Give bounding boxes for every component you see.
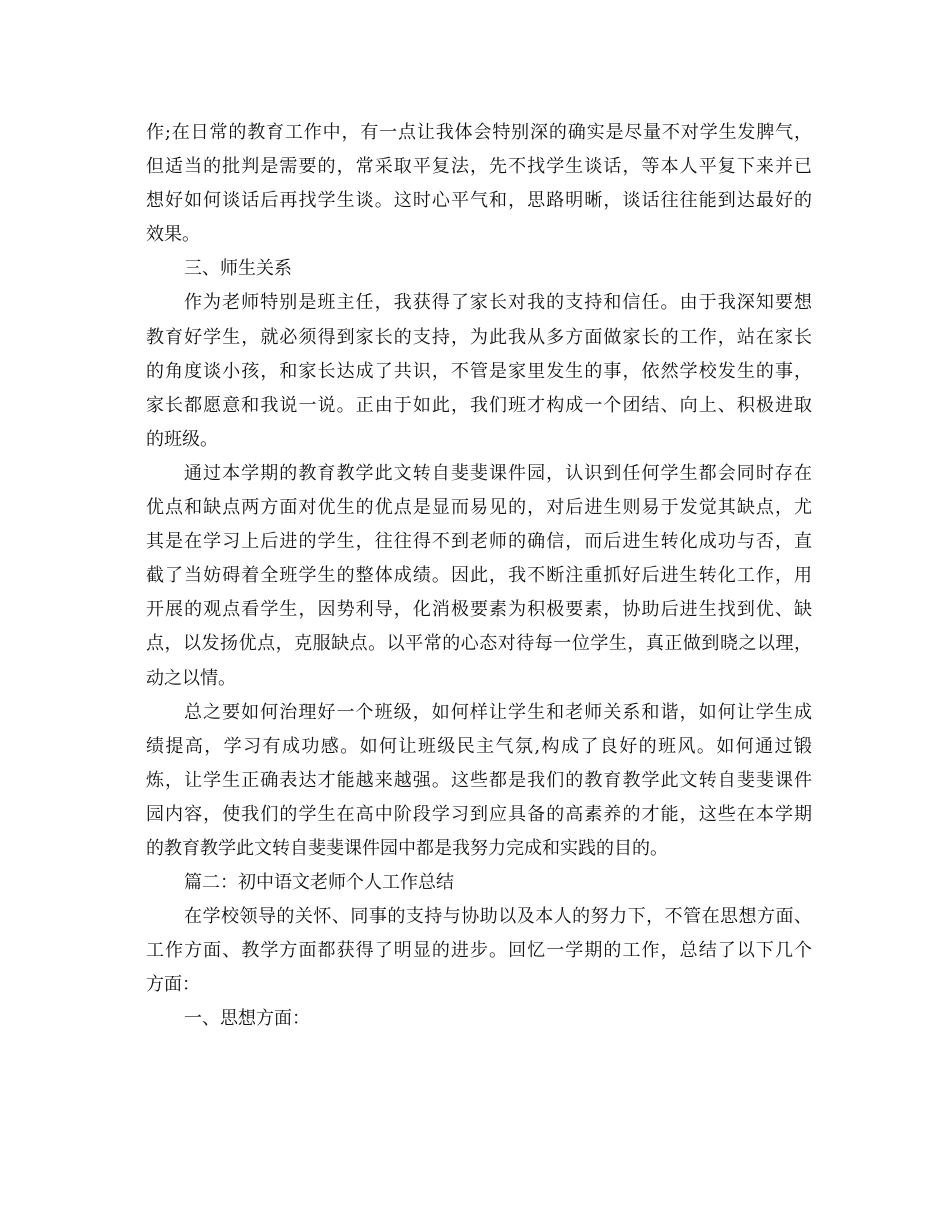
text-line: 的角度谈小孩，和家长达成了共识，不管是家里发生的事，依然学校发生的事，	[146, 360, 812, 382]
text-line: 想好如何谈话后再找学生谈。这时心平气和，思路明晰，谈话往往能到达最好的	[146, 190, 812, 212]
section-heading: 三、师生关系	[184, 258, 292, 280]
text-line: 园内容，使我们的学生在高中阶段学习到应具备的高素养的才能，这些在本学期	[146, 803, 812, 825]
section-heading: 篇二：初中语文老师个人工作总结	[184, 872, 454, 894]
text-line: 但适当的批判是需要的，常采取平复法，先不找学生谈话，等本人平复下来并已	[146, 156, 812, 178]
text-line: 绩提高，学习有成功感。如何让班级民主气氛,构成了良好的班风。如何通过锻	[146, 735, 812, 757]
text-line: 家长都愿意和我说一说。正由于如此，我们班才构成一个团结、向上、积极进取	[146, 394, 812, 416]
text-line: 开展的观点看学生，因势利导，化消极要素为积极要素，协助后进生找到优、缺	[146, 599, 812, 621]
text-line: 作;在日常的教育工作中，有一点让我体会特别深的确实是尽量不对学生发脾气，	[146, 122, 812, 143]
text-line: 总之要如何治理好一个班级，如何样让学生和老师关系和谐，如何让学生成	[184, 701, 812, 723]
text-line: 效果。	[146, 224, 200, 246]
text-line: 工作方面、教学方面都获得了明显的进步。回忆一学期的工作，总结了以下几个	[146, 940, 812, 962]
text-line: 教育好学生，就必须得到家长的支持，为此我从多方面做家长的工作，站在家长	[146, 326, 812, 348]
text-line: 其是在学习上后进的学生，往往得不到老师的确信，而后进生转化成功与否，直	[146, 531, 812, 553]
section-heading: 一、思想方面：	[184, 1008, 310, 1030]
text-line: 方面：	[146, 974, 200, 996]
text-line: 通过本学期的教育教学此文转自斐斐课件园，认识到任何学生都会同时存在	[184, 462, 812, 484]
text-line: 炼，让学生正确表达才能越来越强。这些都是我们的教育教学此文转自斐斐课件	[146, 769, 812, 791]
document-body	[146, 116, 812, 1037]
text-line: 的班级。	[146, 428, 218, 450]
text-line: 动之以情。	[146, 667, 236, 689]
text-line: 在学校领导的关怀、同事的支持与协助以及本人的努力下，不管在思想方面、	[184, 906, 812, 928]
text-line: 截了当妨碍着全班学生的整体成绩。因此，我不断注重抓好后进生转化工作，用	[146, 565, 812, 587]
text-line: 点，以发扬优点，克服缺点。以平常的心态对待每一位学生，真正做到晓之以理，	[146, 633, 812, 655]
text-line: 优点和缺点两方面对优生的优点是显而易见的，对后进生则易于发觉其缺点，尤	[146, 497, 812, 519]
text-line: 的教育教学此文转自斐斐课件园中都是我努力完成和实践的目的。	[146, 837, 668, 859]
text-line: 作为老师特别是班主任，我获得了家长对我的支持和信任。由于我深知要想	[184, 292, 812, 314]
